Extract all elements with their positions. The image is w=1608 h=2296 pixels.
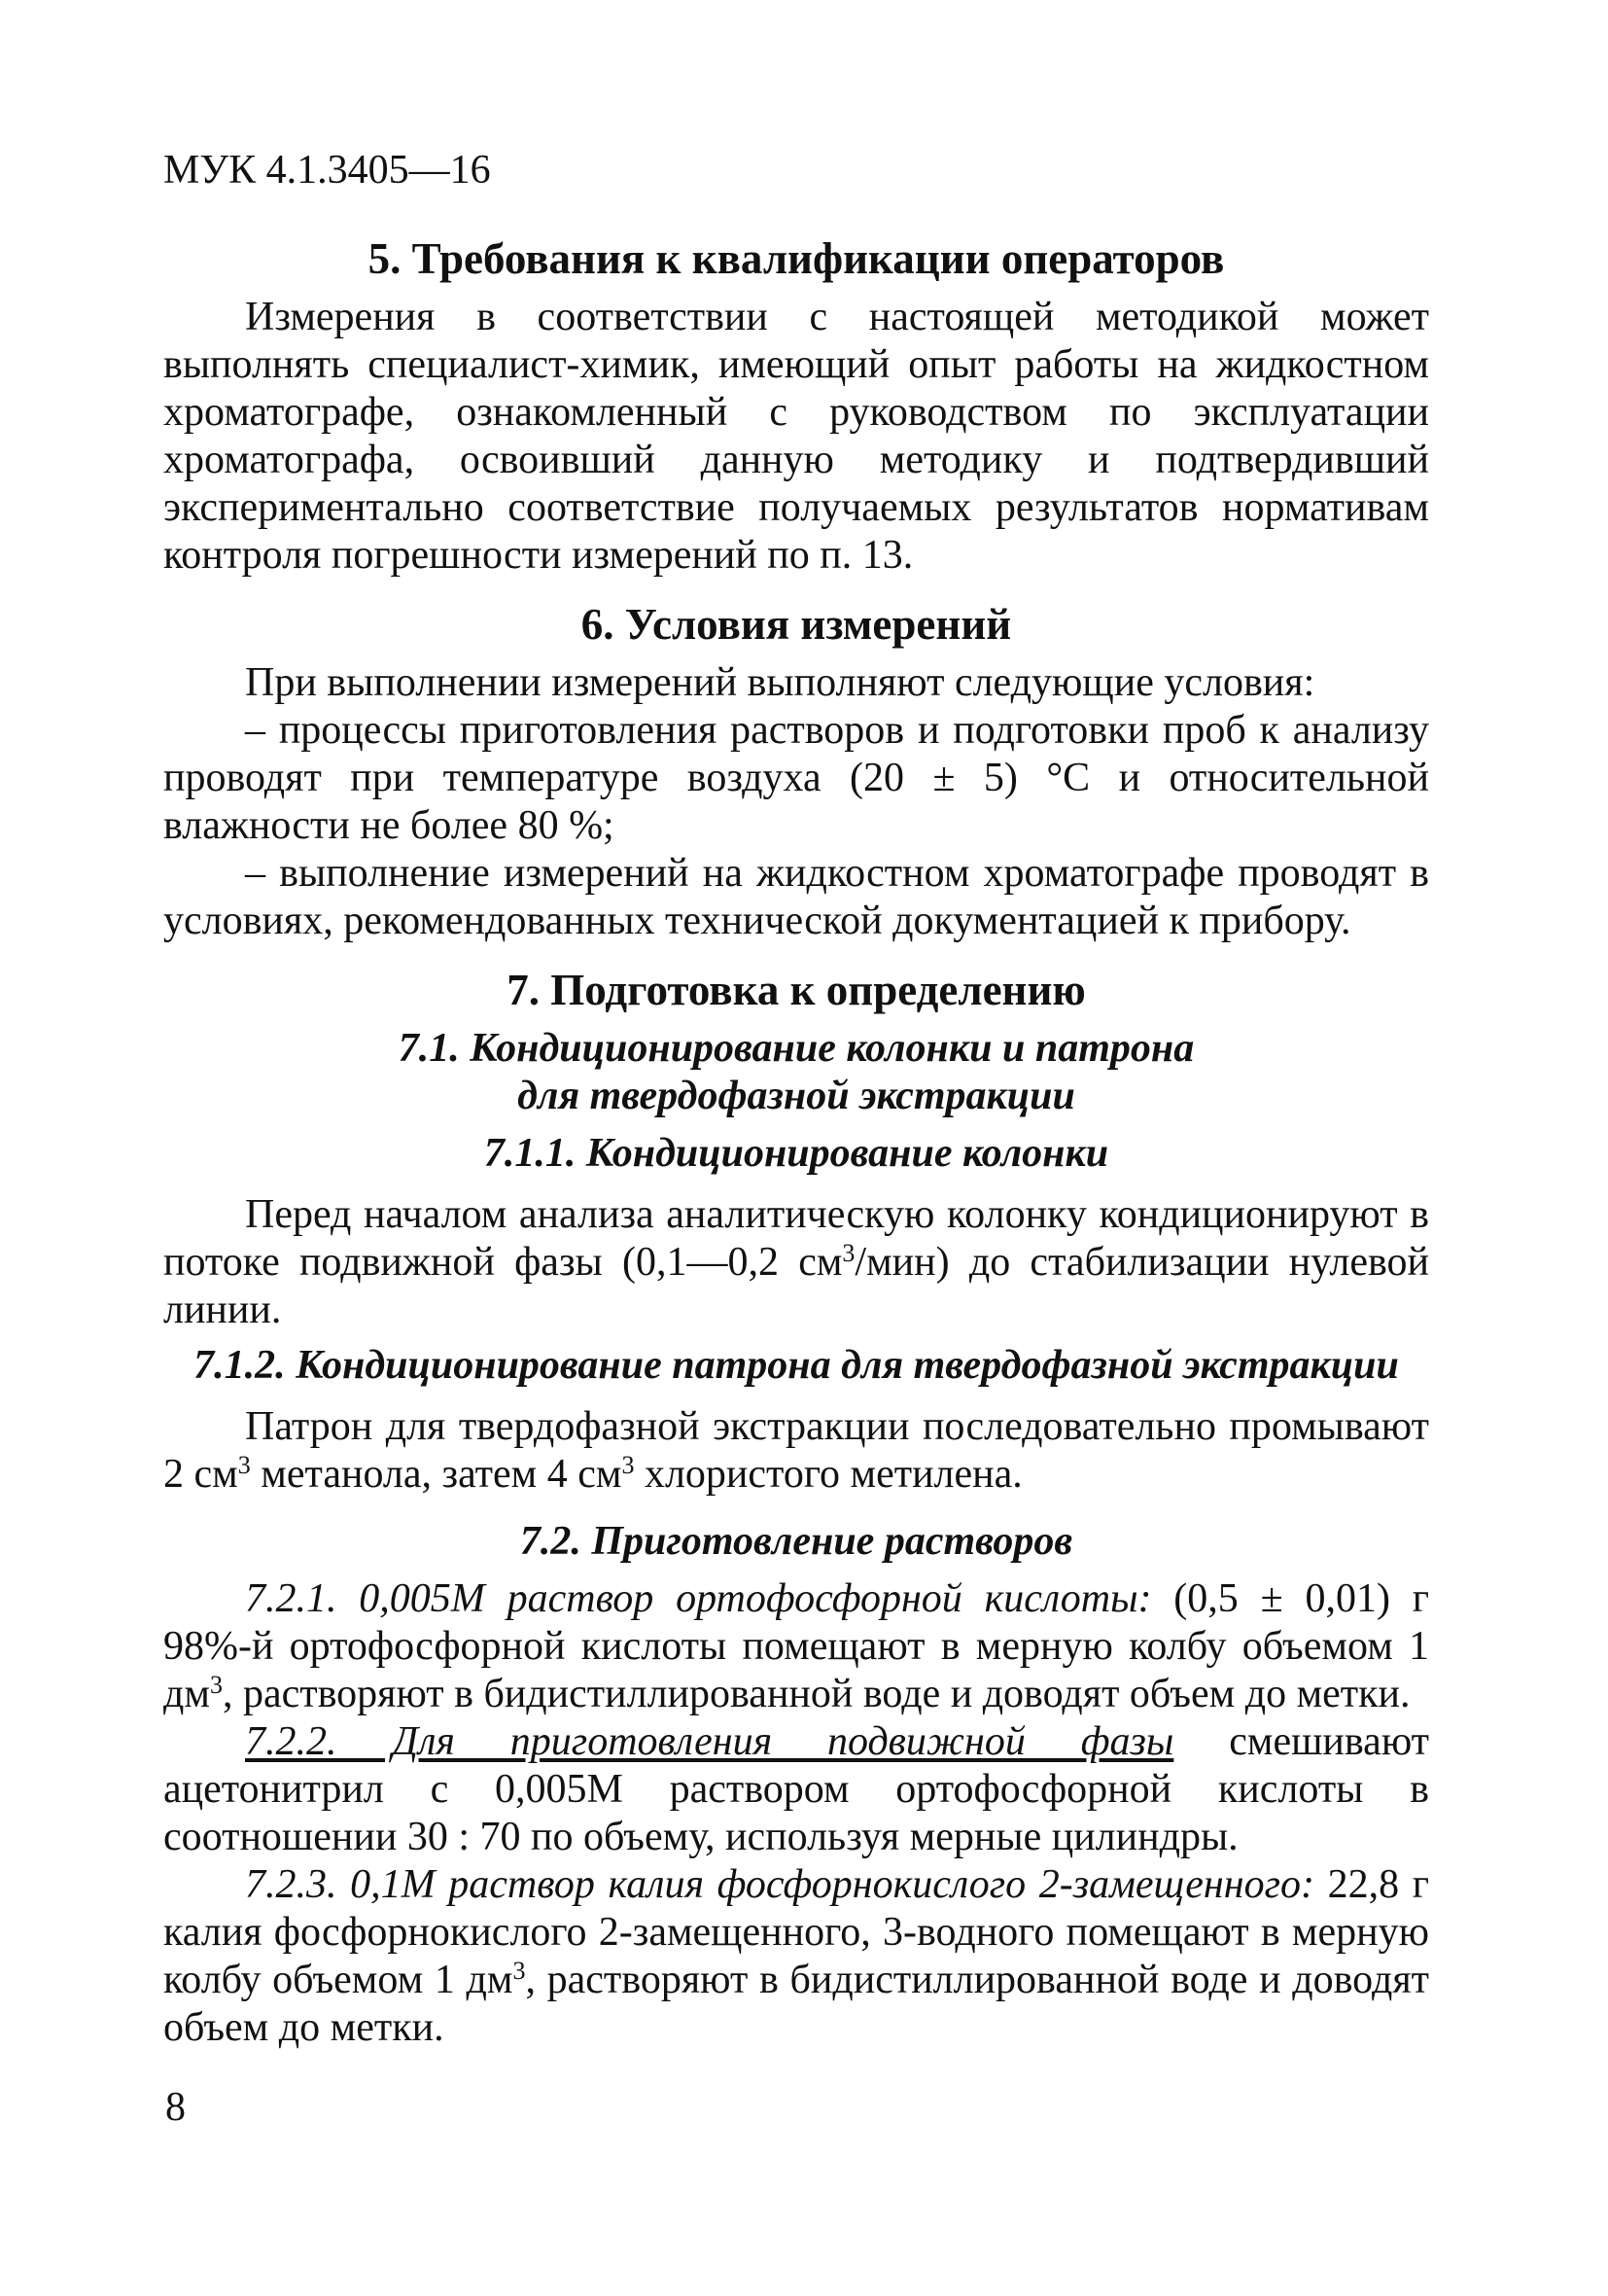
section-6-item-2: – выполнение измерений на жидкостном хроматографе проводят в условиях, рекомендованных технической документацией к прибору. <box>163 851 1429 943</box>
subsection-7-2-3-paragraph: 7.2.3. 0,1М раствор калия фосфорнокислого 2-замещенного: 22,8 г калия фосфорнокислого 2-замещенного, 3-водного помещают в мерную колбу объемом 1 $дм^3$, растворяют в бидистиллированной воде и доводят объем до метки. <box>163 1862 1430 2050</box>
subsection-7-1-2-heading: 7.1.2. Кондиционирование патрона для твердофазной экстракции <box>193 1343 1399 1388</box>
page-number: 8 <box>165 2085 186 2130</box>
subsection-7-1-heading-line-1: 7.1. Кондиционирование колонки и патрона <box>398 1026 1195 1071</box>
section-5-heading: 5. Требования к квалификации операторов <box>367 234 1225 283</box>
subsection-7-1-2-paragraph: Патрон для твердофазной экстракции последовательно промывают 2 $см^3$ метанола, затем 4 $см^3$ хлористого метилена. <box>163 1404 1429 1497</box>
subsection-7-1-1-paragraph: Перед началом анализа аналитическую колонку кондиционируют в потоке подвижной фазы (0,1—0,2 $см^3/мин$) до стабилизации нулевой линии. <box>163 1192 1429 1332</box>
section-6-heading: 6. Условия измерений <box>580 600 1012 649</box>
document-code: МУК 4.1.3405—16 <box>163 148 491 193</box>
section-6-item-1: – процессы приготовления растворов и подготовки проб к анализу проводят при температуре воздуха (20 ± 5) °С и относительной влажности не более 80 %; <box>163 708 1429 848</box>
subsection-7-1-1-heading: 7.1.1. Кондиционирование колонки <box>483 1131 1109 1176</box>
section-7-heading: 7. Подготовка к определению <box>507 966 1086 1014</box>
subsection-7-2-1-paragraph: 7.2.1. 0,005М раствор ортофосфорной кислоты: (0,5 ± 0,01) г 98%-й ортофосфорной кислоты помещают в мерную колбу объемом 1 $дм^3$, растворяют в бидистиллированной воде и доводят объем до метки. <box>163 1576 1429 1716</box>
page-content <box>163 233 1429 2052</box>
subsection-7-2-2-paragraph: 7.2.2. Для приготовления подвижной фазы смешивают ацетонитрил с 0,005М раствором ортофосфорной кислоты в соотношении 30 : 70 по объему, используя мерные цилиндры. <box>163 1719 1429 1859</box>
subsection-7-1-heading-line-2: для твердофазной экстракции <box>517 1074 1075 1118</box>
section-6-intro: При выполнении измерений выполняют следующие условия: <box>245 660 1315 705</box>
subsection-7-2-heading: 7.2. Приготовление растворов <box>519 1519 1073 1564</box>
section-5-paragraph: Измерения в соответствии с настоящей методикой может выполнять специалист-химик, имеющий опыт работы на жидкостном хроматографе, ознакомленный с руководством по эксплуатации хроматографа, освоивший данную методику и подтвердивший экспериментально соответствие получаемых результатов нормативам контроля погрешности измерений по п. 13. <box>163 295 1429 578</box>
